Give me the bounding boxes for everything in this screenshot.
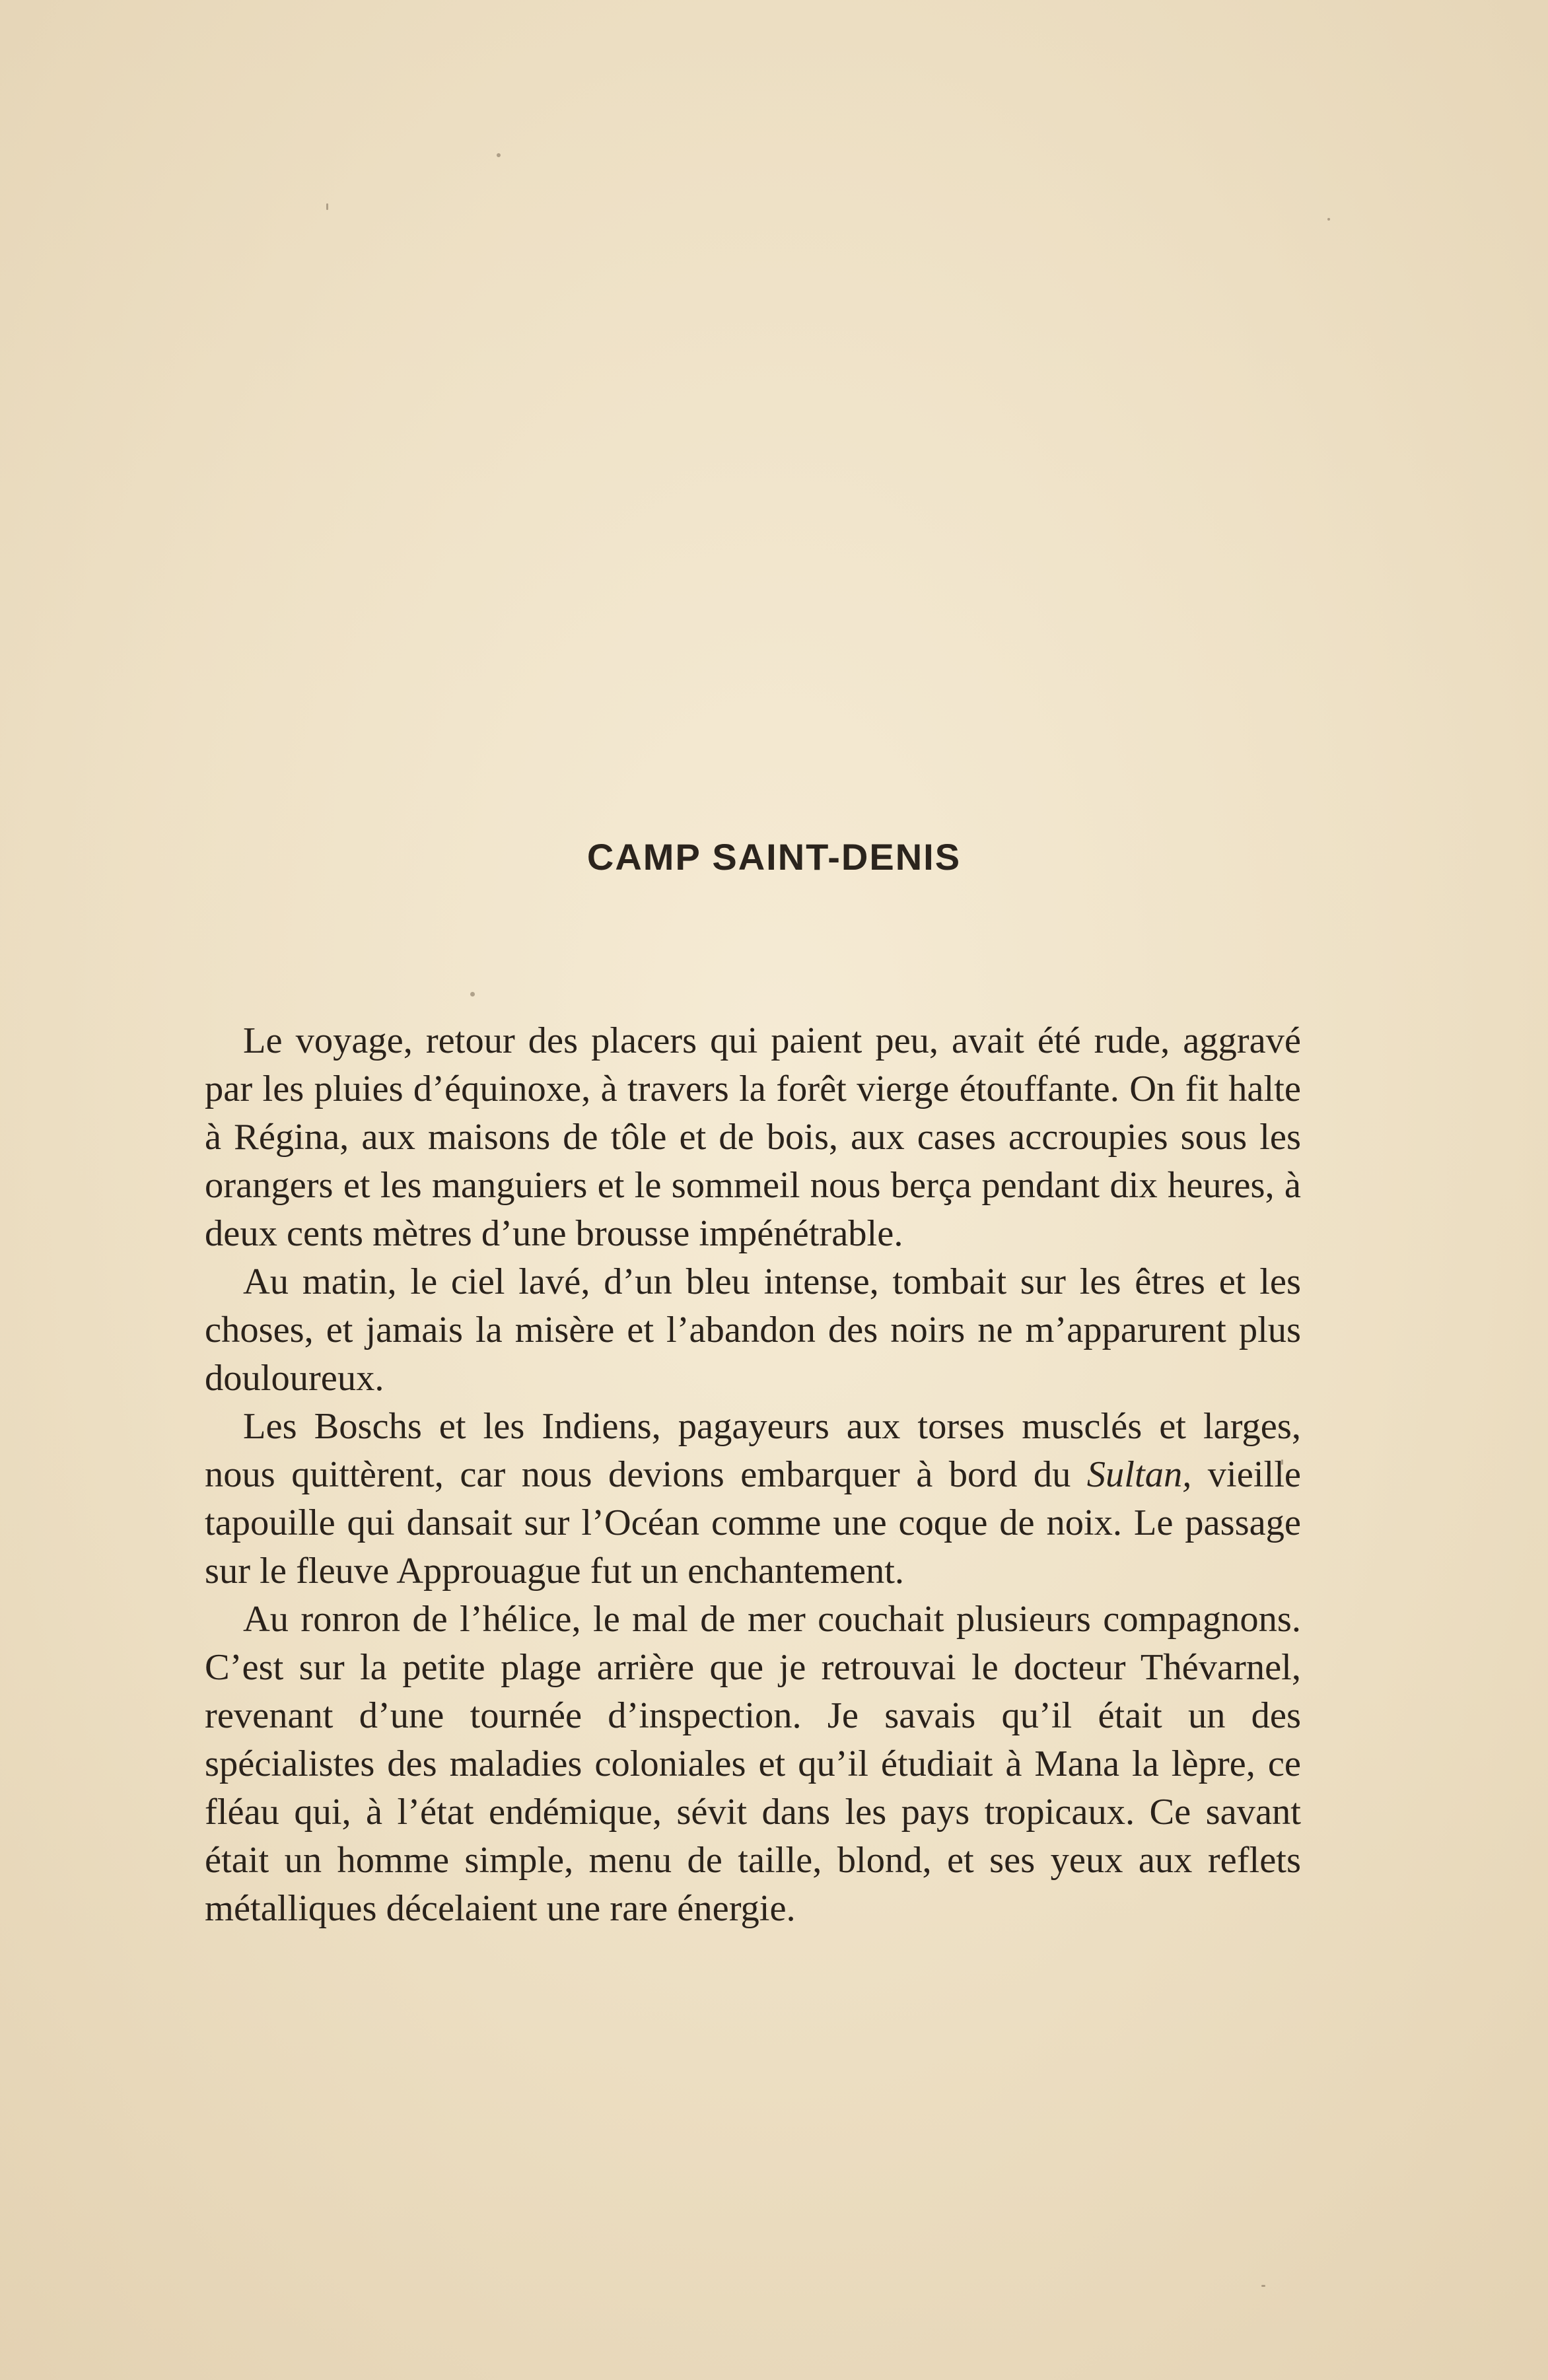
chapter-body <box>205 1017 1301 1933</box>
paper-speck <box>470 992 475 997</box>
paragraph-3 <box>205 1403 1301 1595</box>
paper-speck <box>497 153 501 157</box>
chapter-title: CAMP SAINT-DENIS <box>586 836 962 878</box>
paragraph-1: Le voyage, retour des placers qui paient peu, avait été rude, aggravé par les pluies d’équinoxe, à travers la forêt vierge étouffante. On fit halte à Régina, aux maisons de tôle et de bois, aux cases accroupies sous les orangers et les manguiers et le sommeil nous berça pendant dix heures, à deux cents mètres d’une brousse impénétrable. <box>205 1020 1301 1254</box>
paragraph-2: Au matin, le ciel lavé, d’un bleu intense, tombait sur les êtres et les choses, et jamais la misère et l’abandon des noirs ne m’apparurent plus douloureux. <box>205 1261 1301 1399</box>
paper-speck <box>1327 218 1330 221</box>
ship-name: Sultan, <box>1086 1454 1192 1495</box>
paragraph-4: Au ronron de l’hélice, le mal de mer couchait plusieurs compagnons. C’est sur la petite plage arrière que je retrouvai le docteur Thévarnel, revenant d’une tournée d’inspection. Je savais qu’il était un des spécialistes des maladies coloniales et qu’il étudiait à Mana la lèpre, ce fléau qui, à l’état endémique, sévit dans les pays tropicaux. Ce savant était un homme simple, menu de taille, blond, et ses yeux aux reflets métalliques décelaient une rare énergie. <box>205 1599 1301 1929</box>
paper-speck <box>1261 2285 1265 2287</box>
paragraph-3-end: vieille tapouille qui dansait sur l’Océan comme une coque de noix. Le passage sur le fleuve Approuague fut un enchantement. <box>205 1454 1301 1592</box>
paragraph-3-start: Les Boschs et les Indiens, pagayeurs aux torses musclés et larges, nous quittèrent, car nous devions embarquer à bord du <box>205 1406 1301 1495</box>
paper-speck <box>326 203 328 210</box>
